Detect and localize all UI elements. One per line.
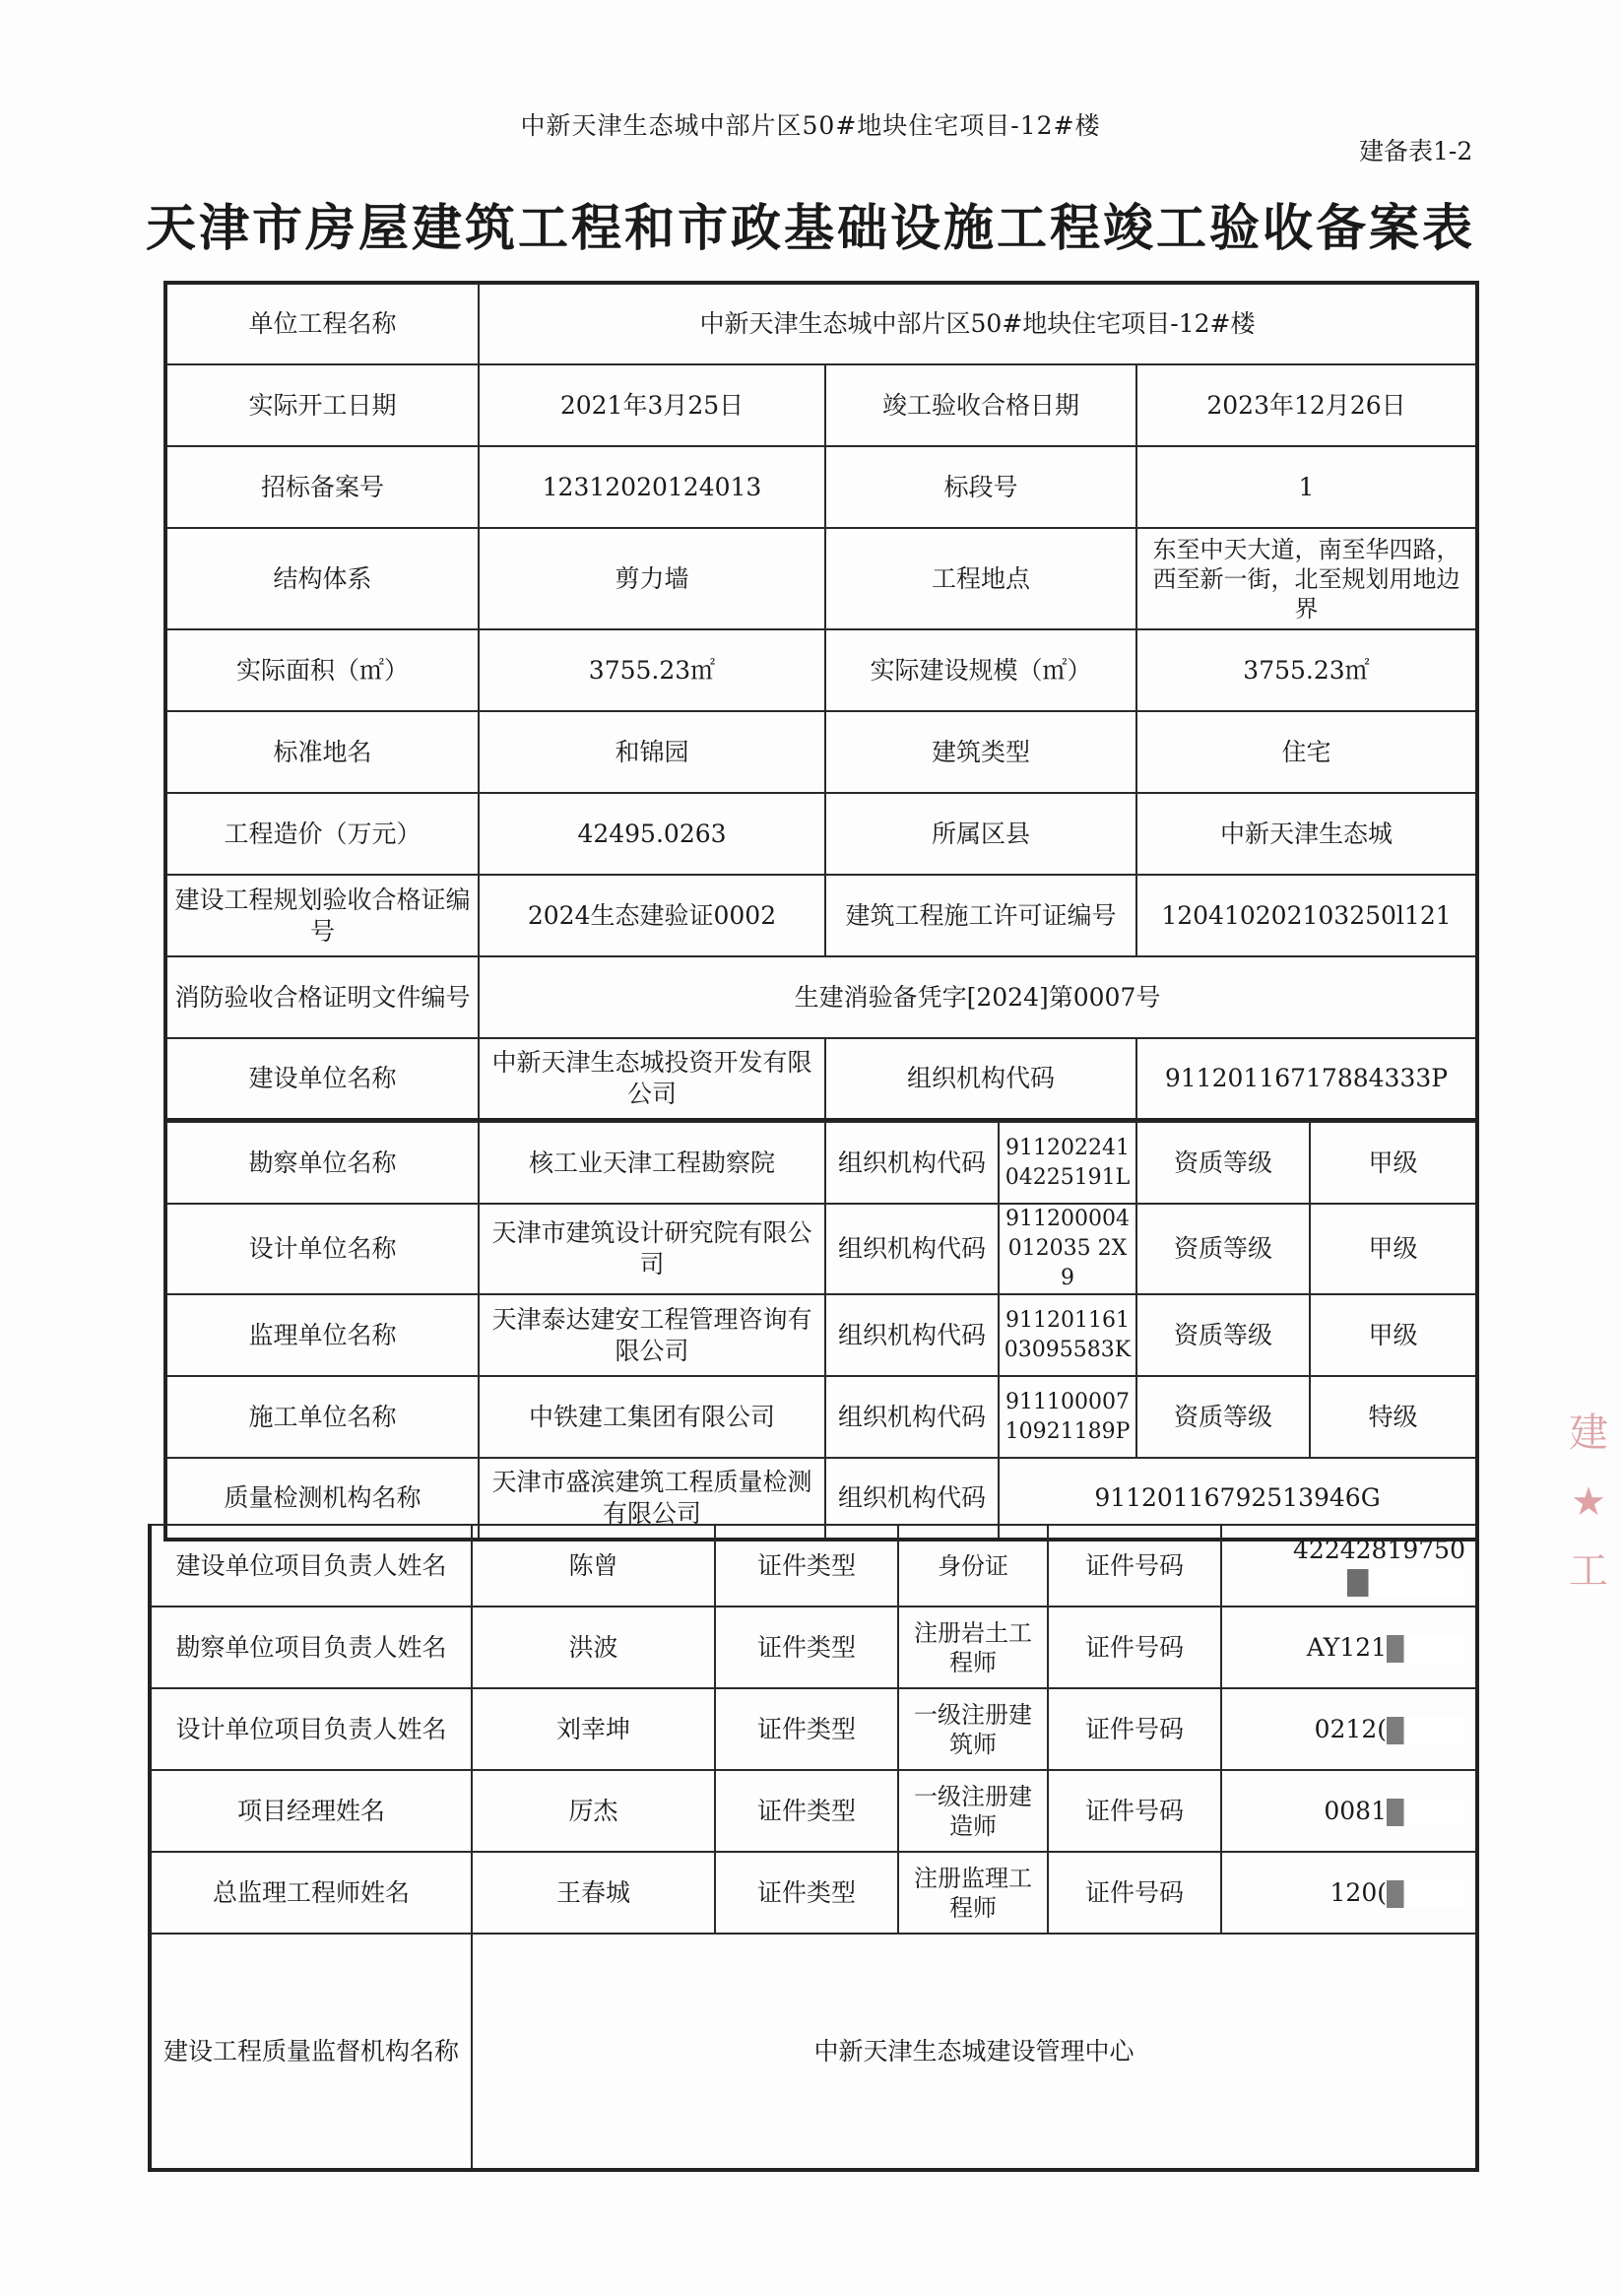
person-name: 刘幸坤 [472, 1688, 715, 1770]
label-start-date: 实际开工日期 [165, 364, 479, 446]
person-row [150, 1852, 1477, 1934]
person-label: 总监理工程师姓名 [150, 1852, 472, 1934]
unit-row [165, 1294, 1477, 1376]
value-place-name: 和锦园 [479, 711, 825, 793]
value-unit-project-name: 中新天津生态城中部片区50#地块住宅项目-12#楼 [479, 283, 1477, 364]
label-inspection: 质量检测机构名称 [165, 1458, 479, 1540]
person-cert-no [1221, 1525, 1477, 1607]
label-supervision: 建设工程质量监督机构名称 [150, 1934, 472, 2170]
person-cert-no-text: 0212( [1314, 1714, 1387, 1743]
label-structure: 结构体系 [165, 528, 479, 629]
value-start-date: 2021年3月25日 [479, 364, 825, 446]
redaction-mark [1387, 1880, 1465, 1908]
person-cert-no-text: 42242819750 [1293, 1535, 1465, 1564]
persons-table [148, 1524, 1479, 2172]
cert-no-label: 证件号码 [1048, 1852, 1221, 1934]
person-label: 建设单位项目负责人姓名 [150, 1525, 472, 1607]
cert-no-label: 证件号码 [1048, 1607, 1221, 1688]
person-cert-no-text: AY121 [1306, 1632, 1387, 1662]
label-building-type: 建筑类型 [825, 711, 1136, 793]
cert-type-label: 证件类型 [715, 1525, 898, 1607]
person-label: 勘察单位项目负责人姓名 [150, 1607, 472, 1688]
value-area: 3755.23㎡ [479, 629, 825, 711]
unit-label: 设计单位名称 [165, 1204, 479, 1294]
value-permit: 120410202103250l121 [1136, 875, 1477, 956]
label-acceptance-date: 竣工验收合格日期 [825, 364, 1136, 446]
unit-name: 天津市建筑设计研究院有限公司 [479, 1204, 825, 1294]
unit-code: 91110000710921189P [999, 1376, 1136, 1458]
value-supervision: 中新天津生态城建设管理中心 [472, 1934, 1477, 2170]
label-place-name: 标准地名 [165, 711, 479, 793]
label-permit: 建筑工程施工许可证编号 [825, 875, 1136, 956]
header-project-line: 中新天津生态城中部片区50#地块住宅项目-12#楼 [520, 111, 1101, 140]
label-district: 所属区县 [825, 793, 1136, 875]
person-name: 王春城 [472, 1852, 715, 1934]
person-row [150, 1770, 1477, 1852]
person-name: 厉杰 [472, 1770, 715, 1852]
value-cost: 42495.0263 [479, 793, 825, 875]
label-area: 实际面积（㎡） [165, 629, 479, 711]
label-unit-project-name: 单位工程名称 [165, 283, 479, 364]
unit-qual-label: 资质等级 [1136, 1294, 1310, 1376]
label-inspection-code: 组织机构代码 [825, 1458, 999, 1540]
value-scale: 3755.23㎡ [1136, 629, 1477, 711]
value-section: 1 [1136, 446, 1477, 528]
person-name: 洪波 [472, 1607, 715, 1688]
unit-code-label: 组织机构代码 [825, 1376, 999, 1458]
unit-grade: 特级 [1310, 1376, 1477, 1458]
person-cert-no-text: 0081 [1324, 1796, 1387, 1825]
unit-label: 监理单位名称 [165, 1294, 479, 1376]
unit-row [165, 1204, 1477, 1294]
unit-grade: 甲级 [1310, 1294, 1477, 1376]
redaction-mark [1387, 1717, 1465, 1744]
person-cert-no [1221, 1688, 1477, 1770]
cert-type-label: 证件类型 [715, 1852, 898, 1934]
unit-label: 施工单位名称 [165, 1376, 479, 1458]
value-bid-record: 12312020124013 [479, 446, 825, 528]
unit-code-label: 组织机构代码 [825, 1122, 999, 1204]
label-planning-cert: 建设工程规划验收合格证编号 [165, 875, 479, 956]
cert-type-label: 证件类型 [715, 1688, 898, 1770]
unit-qual-label: 资质等级 [1136, 1204, 1310, 1294]
unit-label: 勘察单位名称 [165, 1122, 479, 1204]
person-label: 项目经理姓名 [150, 1770, 472, 1852]
person-row [150, 1607, 1477, 1688]
person-row [150, 1525, 1477, 1607]
unit-code: 911200004012035 2X9 [999, 1204, 1136, 1294]
unit-code: 91120116103095583K [999, 1294, 1136, 1376]
value-inspection-code: 91120116792513946G [999, 1458, 1477, 1540]
unit-name: 中铁建工集团有限公司 [479, 1376, 825, 1458]
cert-no-label: 证件号码 [1048, 1525, 1221, 1607]
person-cert-no [1221, 1607, 1477, 1688]
value-acceptance-date: 2023年12月26日 [1136, 364, 1477, 446]
person-name: 陈曾 [472, 1525, 715, 1607]
label-section: 标段号 [825, 446, 1136, 528]
unit-row [165, 1122, 1477, 1204]
person-cert-no [1221, 1852, 1477, 1934]
cert-type-label: 证件类型 [715, 1607, 898, 1688]
label-scale: 实际建设规模（㎡） [825, 629, 1136, 711]
value-structure: 剪力墙 [479, 528, 825, 629]
person-cert-no-text: 120( [1329, 1877, 1387, 1907]
unit-code-label: 组织机构代码 [825, 1204, 999, 1294]
person-cert-type: 注册岩土工程师 [898, 1607, 1048, 1688]
value-fire-cert: 生建消验备凭字[2024]第0007号 [479, 956, 1477, 1038]
unit-grade: 甲级 [1310, 1122, 1477, 1204]
label-fire-cert: 消防验收合格证明文件编号 [165, 956, 479, 1038]
unit-grade: 甲级 [1310, 1204, 1477, 1294]
person-row [150, 1688, 1477, 1770]
redaction-mark [1387, 1635, 1465, 1663]
cert-no-label: 证件号码 [1048, 1688, 1221, 1770]
value-location: 东至中天大道，南至华四路，西至新一街，北至规划用地边界 [1136, 528, 1477, 629]
units-table [163, 1121, 1479, 1542]
stamp-mark: 建 ★ 工 [1569, 1410, 1608, 1594]
person-cert-type: 一级注册建造师 [898, 1770, 1048, 1852]
page-title: 天津市房屋建筑工程和市政基础设施工程竣工验收备案表 [145, 200, 1475, 258]
unit-qual-label: 资质等级 [1136, 1376, 1310, 1458]
cert-no-label: 证件号码 [1048, 1770, 1221, 1852]
unit-qual-label: 资质等级 [1136, 1122, 1310, 1204]
form-code: 建备表1-2 [1359, 137, 1473, 165]
person-cert-type: 身份证 [898, 1525, 1048, 1607]
person-cert-type: 一级注册建筑师 [898, 1688, 1048, 1770]
label-builder: 建设单位名称 [165, 1038, 479, 1120]
unit-name: 天津泰达建安工程管理咨询有限公司 [479, 1294, 825, 1376]
record-table-upper [163, 281, 1479, 1122]
cert-type-label: 证件类型 [715, 1770, 898, 1852]
unit-row [165, 1376, 1477, 1458]
person-cert-type: 注册监理工程师 [898, 1852, 1048, 1934]
value-building-type: 住宅 [1136, 711, 1477, 793]
unit-code: 91120224104225191L [999, 1122, 1136, 1204]
value-builder-code: 91120116717884333P [1136, 1038, 1477, 1120]
person-label: 设计单位项目负责人姓名 [150, 1688, 472, 1770]
unit-name: 核工业天津工程勘察院 [479, 1122, 825, 1204]
label-builder-code: 组织机构代码 [825, 1038, 1136, 1120]
redaction-mark [1387, 1799, 1465, 1826]
value-inspection-name: 天津市盛滨建筑工程质量检测有限公司 [479, 1458, 825, 1540]
label-bid-record: 招标备案号 [165, 446, 479, 528]
label-location: 工程地点 [825, 528, 1136, 629]
person-cert-no [1221, 1770, 1477, 1852]
label-cost: 工程造价（万元） [165, 793, 479, 875]
value-builder: 中新天津生态城投资开发有限公司 [479, 1038, 825, 1120]
unit-code-label: 组织机构代码 [825, 1294, 999, 1376]
value-district: 中新天津生态城 [1136, 793, 1477, 875]
redaction-mark [1347, 1569, 1465, 1597]
value-planning-cert: 2024生态建验证0002 [479, 875, 825, 956]
